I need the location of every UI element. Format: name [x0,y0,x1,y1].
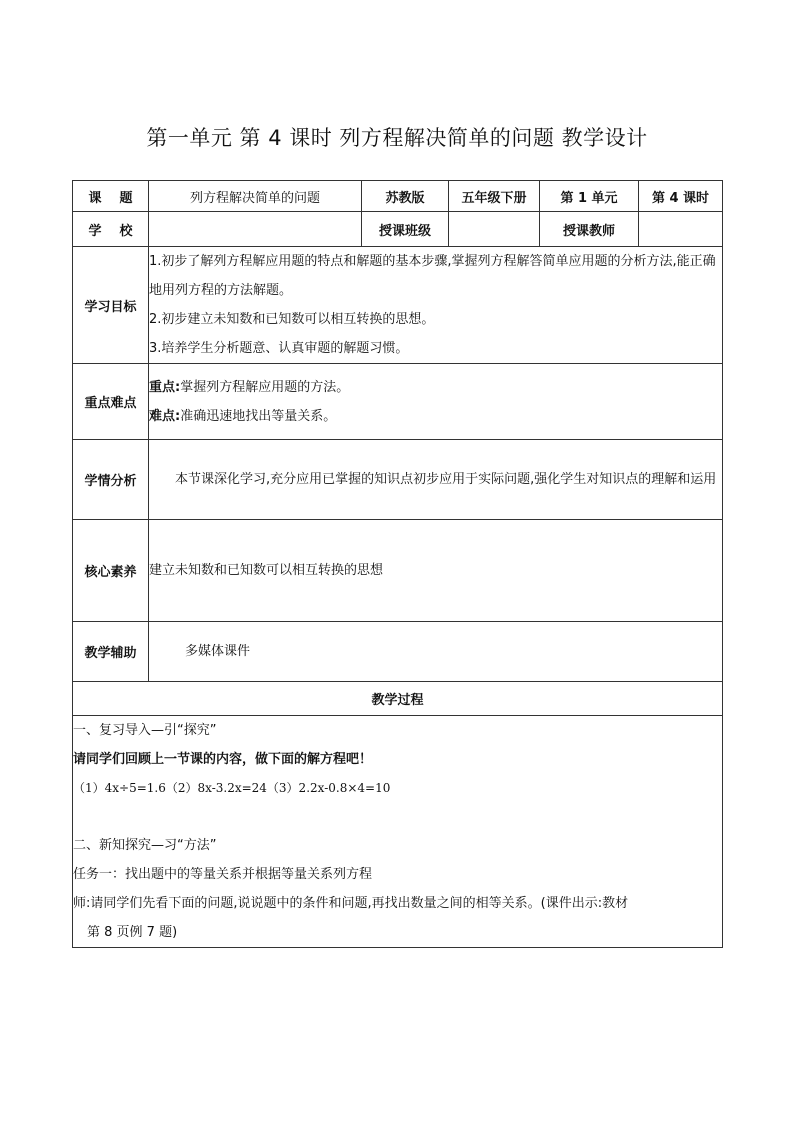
section-1-heading: 一、复习导入—引“探究” [73,723,217,738]
label-analysis: 学情分析 [73,440,149,520]
label-aids: 教学辅助 [73,622,149,682]
label-teacher: 授课教师 [540,212,639,247]
row-core [73,520,723,622]
process-header: 教学过程 [73,682,723,716]
focus-label: 重点: [149,379,181,395]
goal-1: 1.初步了解列方程解应用题的特点和解题的基本步骤,掌握列方程解答简单应用题的分析方法,能正确地用列方程的方法解题。 [149,254,716,298]
row-process-header [73,682,723,716]
unit-value: 第 1 单元 [540,181,639,212]
goal-2: 2.初步建立未知数和已知数可以相互转换的思想。 [149,312,435,327]
analysis-text: 本节课深化学习,充分应用已掌握的知识点初步应用于实际问题,强化学生对知识点的理解和运用 [175,472,717,487]
process-content [73,716,723,948]
grade-value: 五年级下册 [449,181,540,212]
goal-3: 3.培养学生分析题意、认真审题的解题习惯。 [149,341,409,356]
focus-text: 掌握列方程解应用题的方法。 [180,379,350,395]
teacher-value [639,212,723,247]
difficulty-label: 难点: [149,408,181,424]
label-school: 学 校 [73,212,149,247]
label-class: 授课班级 [362,212,449,247]
class-value [449,212,540,247]
goals-content [149,247,723,364]
row-topic [73,181,723,212]
row-goals [73,247,723,364]
lesson-plan-table [72,180,723,948]
topic-value: 列方程解决简单的问题 [149,181,362,212]
label-core: 核心素养 [73,520,149,622]
row-process [73,716,723,948]
row-school [73,212,723,247]
aids-text: 多媒体课件 [149,622,723,682]
core-text: 建立未知数和已知数可以相互转换的思想 [149,520,723,622]
section-2-heading: 二、新知探究—习“方法” [73,838,217,853]
lesson-value: 第 4 课时 [639,181,723,212]
task-1: 任务一：找出题中的等量关系并根据等量关系列方程 [73,867,373,882]
key-content [149,364,723,440]
teacher-line-1: 师:请同学们先看下面的问题,说说题中的条件和问题,再找出数量之间的相等关系。(课件出示:教材 [73,896,629,911]
difficulty-text: 准确迅速地找出等量关系。 [180,408,337,424]
label-key: 重点难点 [73,364,149,440]
row-aids [73,622,723,682]
publisher-value: 苏教版 [362,181,449,212]
teacher-line-2: 第 8 页例 7 题) [87,925,178,940]
section-1-instruction: 请同学们回顾上一节课的内容，做下面的解方程吧！ [73,752,373,767]
row-key [73,364,723,440]
label-topic: 课 题 [73,181,149,212]
school-value [149,212,362,247]
page-title: 第一单元 第 4 课时 列方程解决简单的问题 教学设计 [146,126,648,150]
section-1-equations: （1）4x÷5=1.6（2）8x-3.2x=24（3）2.2x-0.8×4=10 [73,781,391,795]
row-analysis [73,440,723,520]
label-goals: 学习目标 [73,247,149,364]
